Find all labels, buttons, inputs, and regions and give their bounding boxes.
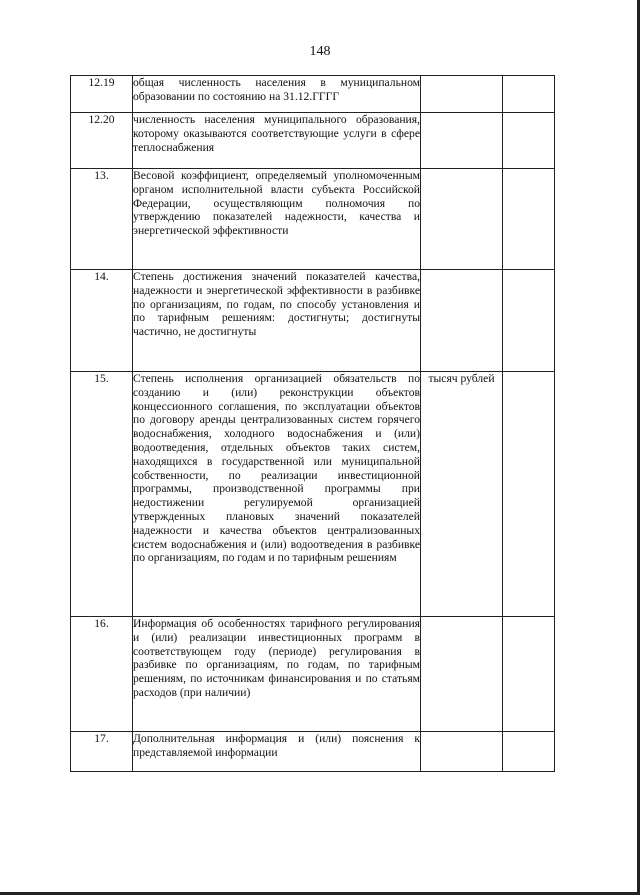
table-row — [71, 270, 555, 372]
row-value — [503, 169, 555, 270]
row-description: Дополнительная информация и (или) пояснения к представляемой информации — [133, 732, 421, 772]
table-row — [71, 113, 555, 169]
row-unit — [421, 113, 503, 169]
row-unit — [421, 169, 503, 270]
row-description: Степень исполнения организацией обязательств по созданию и (или) реконструкции объектов концессионного соглашения, по эксплуатации объектов по договору аренды централизованных систем горячего водоснабжения, холодного водоснабжения и (или) водоотведения, отдельных объектов таких систем, находящихся в государственной или муниципальной собственности, по реализации инвестиционной программы, производственной программы при недостижении регулируемой организацией утвержденных плановых значений показателей надежности и качества объектов централизованных систем водоснабжения и (или) водоотведения в разбивке по организациям, по годам и по тарифным решениям — [133, 372, 421, 617]
row-unit — [421, 76, 503, 113]
row-value — [503, 617, 555, 732]
table-row — [71, 732, 555, 772]
table-row — [71, 617, 555, 732]
table-row — [71, 169, 555, 270]
row-description: Весовой коэффициент, определяемый уполномоченным органом исполнительной власти субъекта Российской Федерации, осуществляющим полномочия по утверждению показателей надежности, качества и энергетической эффективности — [133, 169, 421, 270]
row-description: численность населения муниципального образования, которому оказываются соответствующие услуги в сфере теплоснабжения — [133, 113, 421, 169]
row-number: 16. — [71, 617, 133, 732]
row-value — [503, 270, 555, 372]
row-value — [503, 372, 555, 617]
row-number: 15. — [71, 372, 133, 617]
page-number: 148 — [309, 44, 331, 59]
row-number: 17. — [71, 732, 133, 772]
row-number: 13. — [71, 169, 133, 270]
row-description: Информация об особенностях тарифного регулирования и (или) реализации инвестиционных программ в соответствующем году (периоде) регулирования в разбивке по организациям, по годам, по тарифным решениям, по источникам финансирования и по статьям расходов (при наличии) — [133, 617, 421, 732]
table-row — [71, 76, 555, 113]
row-description: общая численность населения в муниципальном образовании по состоянию на 31.12.ГГГГ — [133, 76, 421, 113]
row-number: 12.20 — [71, 113, 133, 169]
row-number: 14. — [71, 270, 133, 372]
row-unit — [421, 270, 503, 372]
row-description: Степень достижения значений показателей качества, надежности и энергетической эффективности в разбивке по организациям, по годам, по способу установления и по тарифным решениям: достигнуты; достигнуты частично, не достигнуты — [133, 270, 421, 372]
row-number: 12.19 — [71, 76, 133, 113]
row-value — [503, 76, 555, 113]
indicator-table — [70, 75, 555, 772]
row-unit: тысяч рублей — [421, 372, 503, 617]
row-unit — [421, 732, 503, 772]
table-row — [71, 372, 555, 617]
row-value — [503, 732, 555, 772]
row-value — [503, 113, 555, 169]
row-unit — [421, 617, 503, 732]
